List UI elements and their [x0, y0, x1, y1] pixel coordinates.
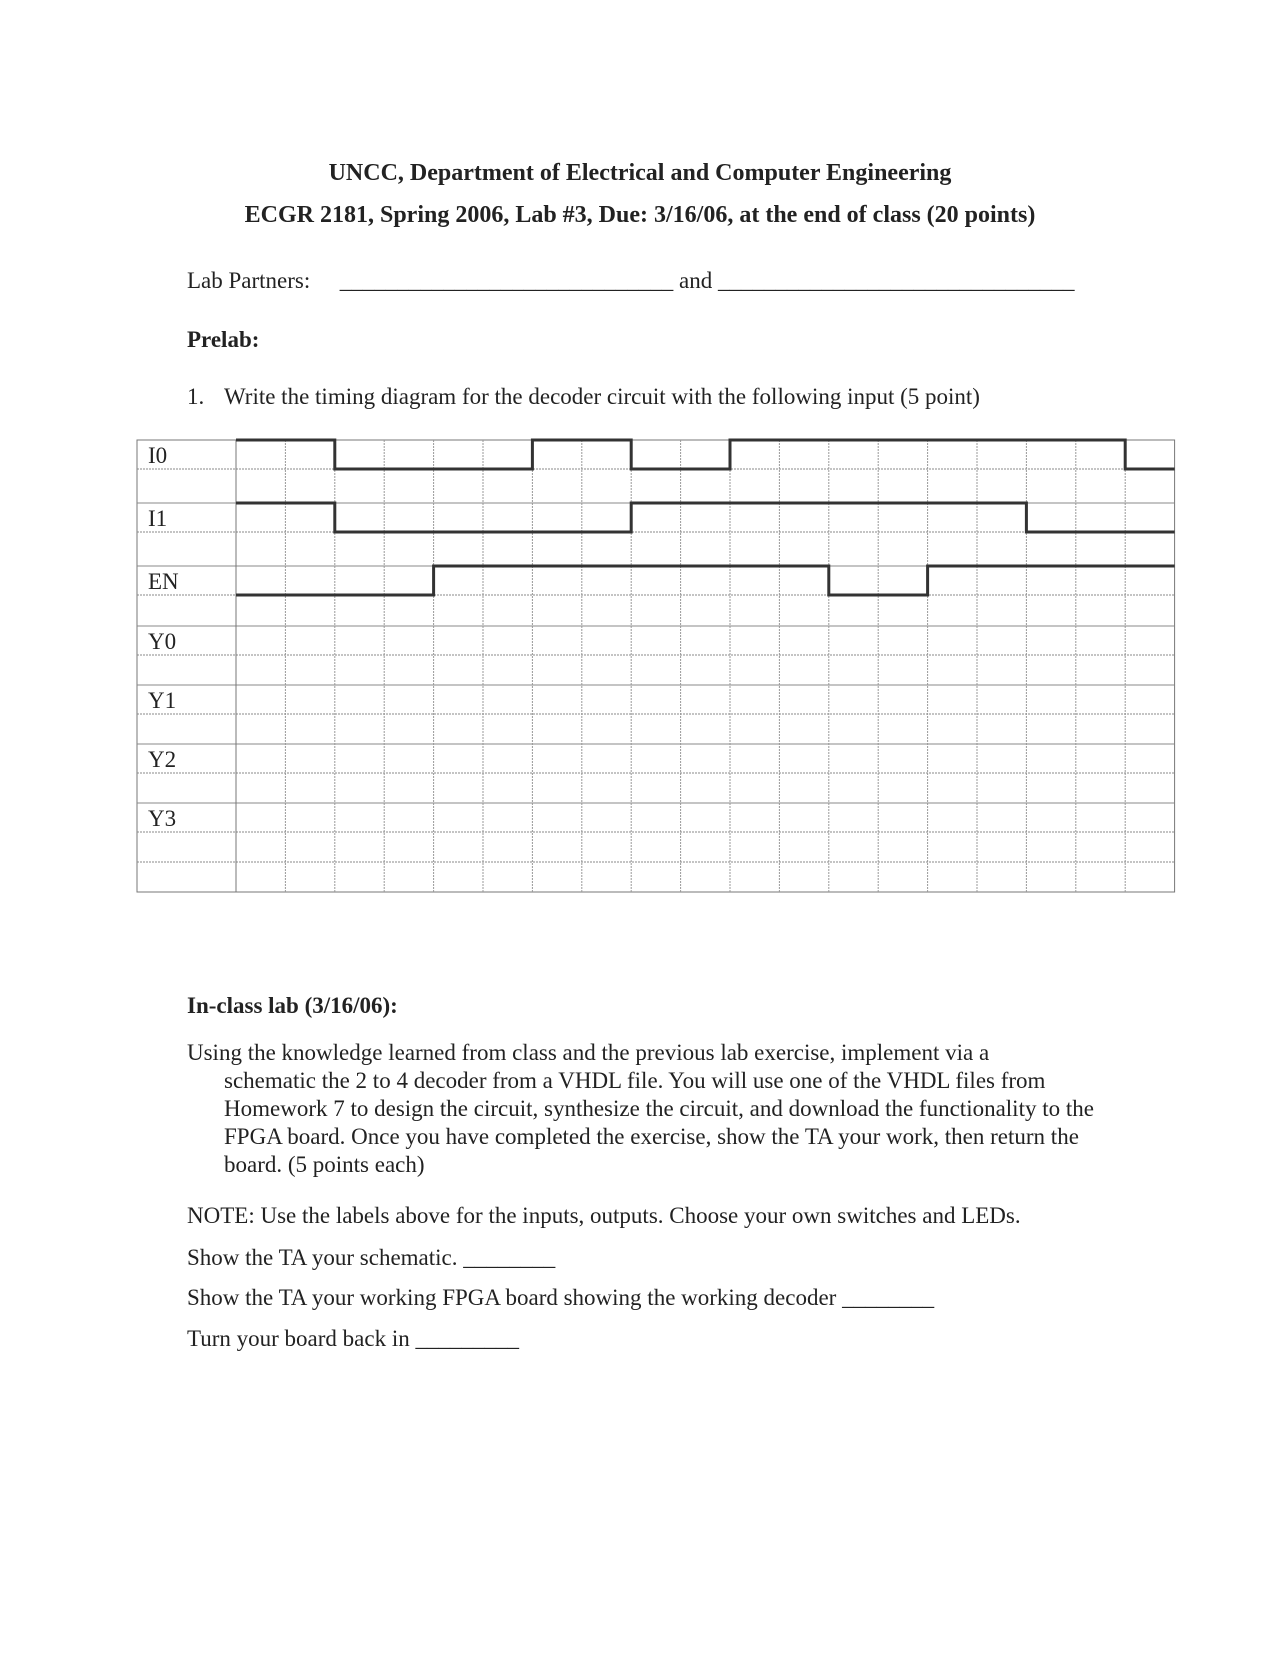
signal-label-y0: Y0 [148, 629, 177, 654]
inclass-instructions [187, 1039, 1142, 1179]
signal-label-y1: Y1 [148, 688, 177, 713]
signal-label-y2: Y2 [148, 747, 177, 772]
checkoff-return-board[interactable]: Turn your board back in _________ [187, 1326, 519, 1351]
lab-partners-label: Lab Partners: [187, 268, 311, 293]
partner-2-blank[interactable]: _______________________________ [717, 268, 1075, 293]
waveform-en [236, 566, 1175, 595]
and-label: and [679, 268, 713, 293]
checkoff-fpga-board[interactable]: Show the TA your working FPGA board showing the working decoder ________ [187, 1285, 935, 1310]
question-number: 1. [187, 384, 205, 409]
signal-label-i0: I0 [148, 443, 168, 468]
partner-1-blank[interactable]: _____________________________ [339, 268, 674, 293]
page-title: UNCC, Department of Electrical and Computer Engineering [328, 160, 952, 186]
checkoff-schematic[interactable]: Show the TA your schematic. ________ [187, 1245, 556, 1270]
inclass-heading: In-class lab (3/16/06): [187, 993, 398, 1018]
waveform-i1 [236, 503, 1175, 532]
instructions-first-line: Using the knowledge learned from class and the previous lab exercise, implement via a [187, 1040, 990, 1065]
question-text: Write the timing diagram for the decoder circuit with the following input (5 point) [224, 384, 980, 409]
note-text: NOTE: Use the labels above for the inputs, outputs. Choose your own switches and LEDs. [187, 1203, 1021, 1228]
instructions-continuation: schematic the 2 to 4 decoder from a VHDL file. You will use one of the VHDL files from Homework 7 to design the circuit, synthesize the circuit, and download the functionality to the FPGA board. Once you have completed the exercise, show the TA your work, then return the board. (5 points each) [224, 1068, 1094, 1177]
grid-frame [137, 440, 1175, 892]
waveform-i0 [236, 440, 1175, 469]
signal-label-i1: I1 [148, 506, 168, 531]
signal-label-en: EN [148, 569, 179, 594]
signal-label-y3: Y3 [148, 806, 177, 831]
page-subtitle: ECGR 2181, Spring 2006, Lab #3, Due: 3/16/06, at the end of class (20 points) [244, 202, 1036, 228]
prelab-heading: Prelab: [187, 327, 260, 352]
